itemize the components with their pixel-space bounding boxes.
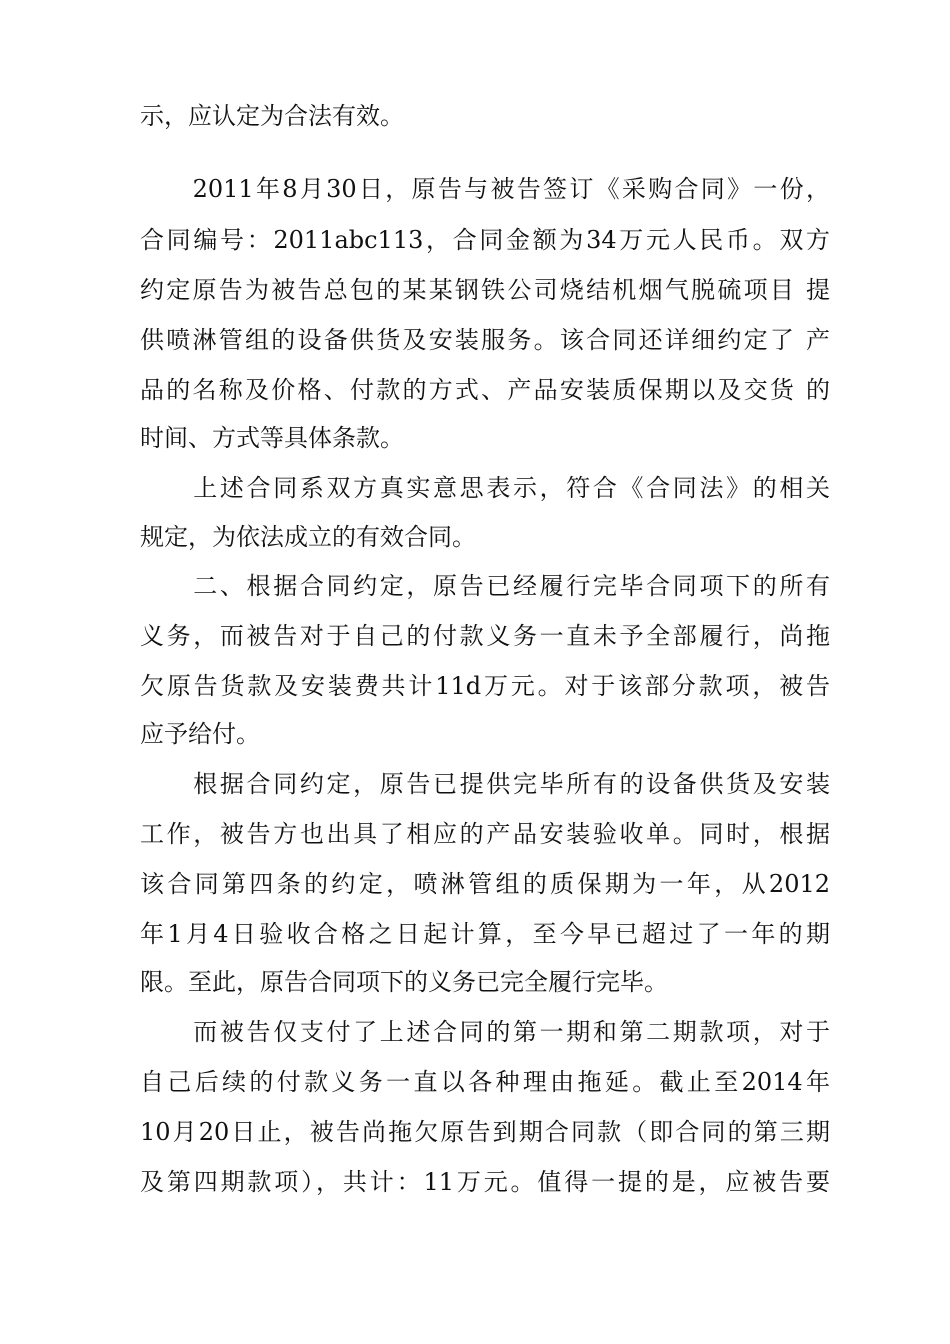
text-line: 该合同第四条的约定，喷淋管组的质保期为一年，从2012 — [140, 870, 830, 898]
text-line: 供喷淋管组的设备供货及安装服务。该合同还详细约定了 产 — [140, 326, 830, 354]
text-line: 2011年8月30日，原告与被告签订《采购合同》一份， — [140, 175, 830, 203]
text-line: 限。至此，原告合同项下的义务已完全履行完毕。 — [140, 968, 668, 996]
text-line: 示，应认定为合法有效。 — [140, 102, 404, 130]
text-line: 规定，为依法成立的有效合同。 — [140, 523, 476, 551]
text-line: 自己后续的付款义务一直以各种理由拖延。截止至2014年 — [140, 1068, 830, 1096]
text-line: 工作，被告方也出具了相应的产品安装验收单。同时，根据 — [140, 820, 830, 848]
text-line: 年1月4日验收合格之日起计算，至今早已超过了一年的期 — [140, 920, 830, 948]
text-line: 欠原告货款及安装费共计11d万元。对于该部分款项，被告 — [140, 672, 830, 700]
text-line: 品的名称及价格、付款的方式、产品安装质保期以及交货 的 — [140, 376, 830, 404]
text-line: 二、根据合同约定，原告已经履行完毕合同项下的所有 — [140, 572, 830, 600]
text-line: 及第四期款项），共计：11万元。值得一提的是，应被告要 — [140, 1168, 830, 1196]
text-line: 10月20日止，被告尚拖欠原告到期合同款（即合同的第三期 — [140, 1118, 830, 1146]
text-line: 时间、方式等具体条款。 — [140, 424, 404, 452]
text-line: 合同编号：2011abc113，合同金额为34万元人民币。双方 — [140, 226, 830, 254]
text-line: 义务，而被告对于自己的付款义务一直未予全部履行，尚拖 — [140, 622, 830, 650]
text-line: 上述合同系双方真实意思表示，符合《合同法》的相关 — [140, 474, 830, 502]
text-line: 应予给付。 — [140, 720, 260, 748]
text-line: 根据合同约定，原告已提供完毕所有的设备供货及安装 — [140, 770, 830, 798]
text-line: 而被告仅支付了上述合同的第一期和第二期款项，对于 — [140, 1018, 830, 1046]
text-line: 约定原告为被告总包的某某钢铁公司烧结机烟气脱硫项目 提 — [140, 276, 830, 304]
